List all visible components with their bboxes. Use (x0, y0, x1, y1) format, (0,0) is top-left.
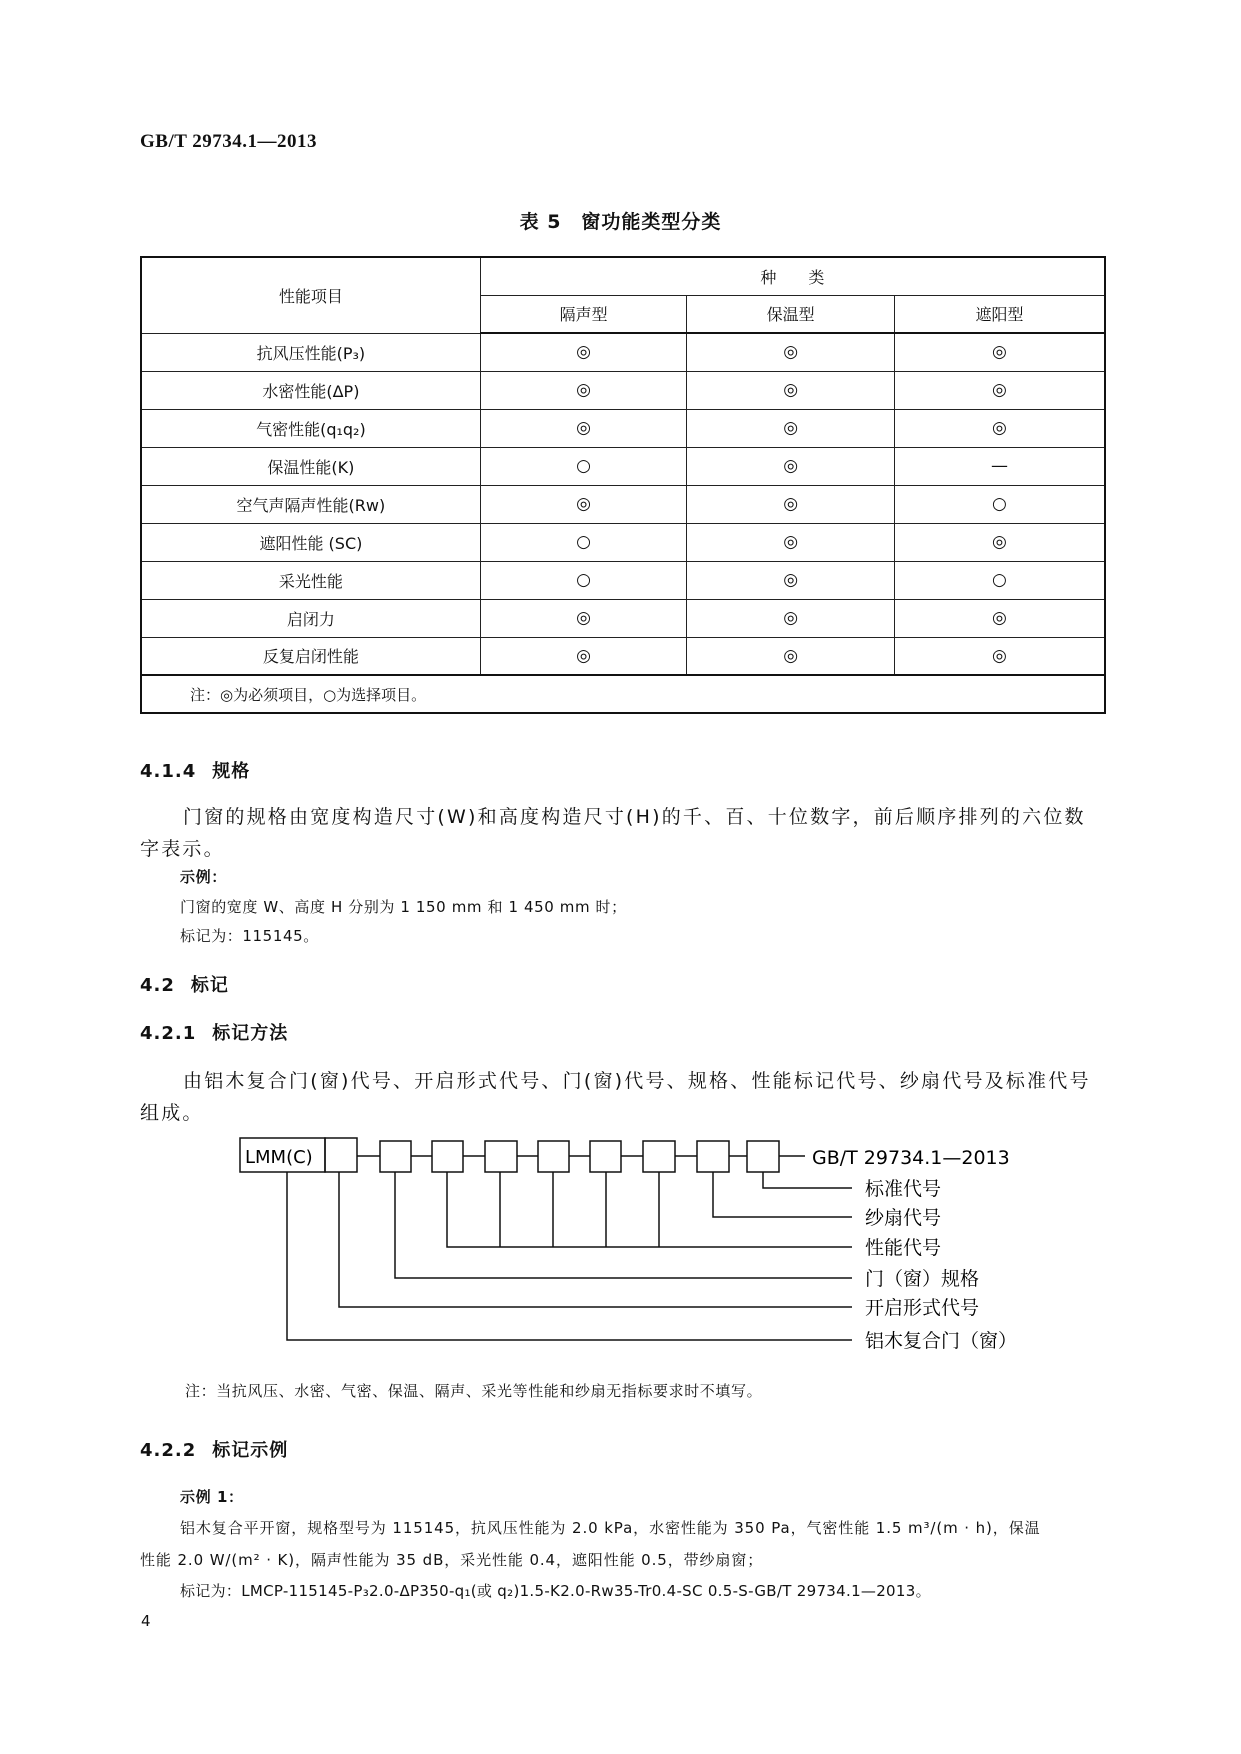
requirement-symbol: ○ (480, 523, 687, 561)
requirement-symbol: ◎ (687, 447, 895, 485)
example-label: 示例 1： (180, 1488, 244, 1506)
col-header-group: 种 类 (480, 257, 1105, 295)
requirement-symbol: ○ (894, 485, 1105, 523)
diagram-label: 标准代号 (865, 1178, 942, 1200)
example-line: 标记为：LMCP-115145-P₃2.0-ΔP350-q₁(或 q₂)1.5-K2.0-Rw35-Tr0.4-SC 0.5-S-GB/T 29734.1—2013。 (180, 1582, 931, 1600)
table-title: 表 5 窗功能类型分类 (519, 211, 722, 233)
paragraph-line: 由铝木复合门(窗)代号、开启形式代号、门(窗)代号、规格、性能标记代号、纱扇代号及标准代号 (183, 1070, 1091, 1092)
performance-item: 空气声隔声性能(Rw) (141, 485, 480, 523)
diagram-label: 性能代号 (865, 1237, 942, 1259)
requirement-symbol: ◎ (894, 409, 1105, 447)
standard-code-header: GB/T 29734.1—2013 (140, 131, 318, 152)
performance-item: 采光性能 (141, 561, 480, 599)
section-number: 4.2.1 (140, 1023, 197, 1044)
requirement-symbol: ◎ (687, 599, 895, 637)
section-number: 4.1.4 (140, 761, 197, 782)
requirement-symbol: ◎ (894, 371, 1105, 409)
performance-item: 遮阳性能 (SC) (141, 523, 480, 561)
example-line: 门窗的宽度 W、高度 H 分别为 1 150 mm 和 1 450 mm 时； (180, 898, 627, 916)
requirement-symbol: ◎ (480, 371, 687, 409)
performance-item: 抗风压性能(P₃) (141, 333, 480, 371)
requirement-symbol: ◎ (687, 561, 895, 599)
example-line: 铝木复合平开窗，规格型号为 115145，抗风压性能为 2.0 kPa，水密性能为 350 Pa，气密性能 1.5 m³/(m · h)，保温 (180, 1519, 1041, 1537)
section-title: 规格 (212, 761, 251, 782)
section-title: 标记方法 (212, 1023, 289, 1044)
paragraph-line: 门窗的规格由宽度构造尺寸(W)和高度构造尺寸(H)的千、百、十位数字，前后顺序排列的六位数 (183, 806, 1086, 828)
requirement-symbol: ◎ (894, 333, 1105, 371)
section-title: 标记 (190, 975, 229, 996)
example-label: 示例： (180, 868, 227, 886)
performance-item: 气密性能(q₁q₂) (141, 409, 480, 447)
requirement-symbol: ○ (480, 447, 687, 485)
requirement-symbol: — (894, 447, 1105, 485)
diagram-note: 注：当抗风压、水密、气密、保温、隔声、采光等性能和纱扇无指标要求时不填写。 (185, 1382, 763, 1400)
code-box (325, 1138, 357, 1172)
example-line: 性能 2.0 W/(m² · K)，隔声性能为 35 dB，采光性能 0.4，遮阳性能 0.5，带纱扇窗； (140, 1551, 764, 1569)
performance-item: 保温性能(K) (141, 447, 480, 485)
col-header-type: 遮阳型 (894, 295, 1105, 333)
requirement-symbol: ◎ (687, 637, 895, 675)
performance-item: 水密性能(ΔP) (141, 371, 480, 409)
requirement-symbol: ◎ (687, 409, 895, 447)
col-header-type: 保温型 (687, 295, 895, 333)
requirement-symbol: ○ (480, 561, 687, 599)
performance-item: 反复启闭性能 (141, 637, 480, 675)
requirement-symbol: ◎ (480, 637, 687, 675)
col-header-type: 隔声型 (480, 295, 687, 333)
requirement-symbol: ◎ (480, 333, 687, 371)
paragraph-line: 字表示。 (140, 838, 225, 860)
example-line: 标记为：115145。 (180, 927, 319, 945)
requirement-symbol: ◎ (894, 599, 1105, 637)
requirement-symbol: ◎ (687, 371, 895, 409)
diagram-label: 开启形式代号 (865, 1297, 980, 1319)
requirement-symbol: ◎ (687, 523, 895, 561)
requirement-symbol: ○ (894, 561, 1105, 599)
diagram-label: 门（窗）规格 (865, 1268, 980, 1290)
requirement-symbol: ◎ (894, 637, 1105, 675)
diagram-label: 铝木复合门（窗） (865, 1330, 1018, 1352)
standard-label: GB/T 29734.1—2013 (812, 1147, 1010, 1169)
page-number: 4 (141, 1612, 152, 1630)
section-number: 4.2 (140, 975, 175, 996)
requirement-symbol: ◎ (480, 409, 687, 447)
table-note: 注：◎为必须项目，○为选择项目。 (141, 675, 1105, 713)
performance-item: 启闭力 (141, 599, 480, 637)
requirement-symbol: ◎ (894, 523, 1105, 561)
requirement-symbol: ◎ (687, 333, 895, 371)
section-number: 4.2.2 (140, 1440, 197, 1461)
requirement-symbol: ◎ (480, 485, 687, 523)
first-box-label: LMM(C) (245, 1147, 313, 1168)
section-title: 标记示例 (212, 1440, 289, 1461)
requirement-symbol: ◎ (480, 599, 687, 637)
section-4-2-2-heading (140, 1436, 288, 1462)
requirement-symbol: ◎ (687, 485, 895, 523)
paragraph-line: 组成。 (140, 1102, 204, 1124)
col-header-item: 性能项目 (141, 257, 480, 333)
diagram-label: 纱扇代号 (865, 1207, 942, 1229)
